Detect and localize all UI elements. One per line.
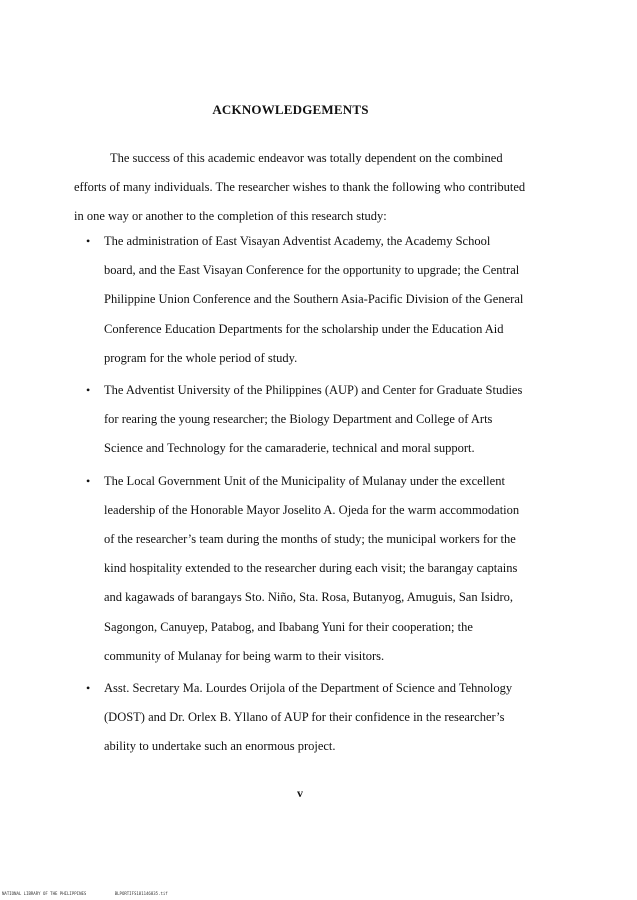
footer-library: NATIONAL LIBRARY OF THE PHILIPPINES bbox=[2, 891, 87, 896]
list-item bbox=[0, 376, 524, 464]
list-item-text: Asst. Secretary Ma. Lourdes Orijola of the Department of Science and Tehnology (DOST) and Dr. Orlex B. Yllano of AUP for their confidence in the researcher’s ability to undertake such an enormous project. bbox=[104, 681, 513, 754]
intro-paragraph: The success of this academic endeavor was totally dependent on the combined efforts of many individuals. The researcher wishes to thank the following who contributed in one way or another to the completion of this research study: bbox=[74, 151, 526, 223]
bullet-icon: • bbox=[86, 234, 91, 248]
page-number: v bbox=[297, 786, 303, 800]
list-item bbox=[0, 227, 524, 373]
bullet-icon: • bbox=[86, 473, 91, 488]
acknowledgement-list bbox=[0, 227, 637, 765]
scan-footer bbox=[2, 891, 168, 896]
footer-code: BLPORTIFS181146835.tif bbox=[114, 891, 168, 896]
bullet-icon: • bbox=[86, 681, 91, 696]
list-item-text: The Adventist University of the Philippines (AUP) and Center for Graduate Studies for rearing the young researcher; the Biology Department and College of Arts Science and Technology for the camaraderie, technical and moral support. bbox=[104, 383, 523, 456]
list-item bbox=[0, 467, 524, 671]
list-item bbox=[0, 674, 524, 762]
page-title: ACKNOWLEDGEMENTS bbox=[212, 102, 369, 117]
bullet-icon: • bbox=[86, 383, 91, 398]
list-item-text: The administration of East Visayan Adventist Academy, the Academy School board, and the East Visayan Conference for the opportunity to upgrade; the Central Philippine Union Conference and the Southern Asia-Pacific Division of the General Conference Education Departments for the scholarship under the Education Aid program for the whole period of study. bbox=[104, 234, 524, 365]
list-item-text: The Local Government Unit of the Municipality of Mulanay under the excellent leadership of the Honorable Mayor Joselito A. Ojeda for the warm accommodation of the researcher’s team during the months of study; the municipal workers for the kind hospitality extended to the researcher during each visit; the barangay captains and kagawads of barangays Sto. Niño, Sta. Rosa, Butanyog, Amuguis, San Isidro, Sagongon, Canuyep, Patabog, and Ibabang Yuni for their cooperation; the community of Mulanay for being warm to their visitors. bbox=[104, 473, 520, 663]
